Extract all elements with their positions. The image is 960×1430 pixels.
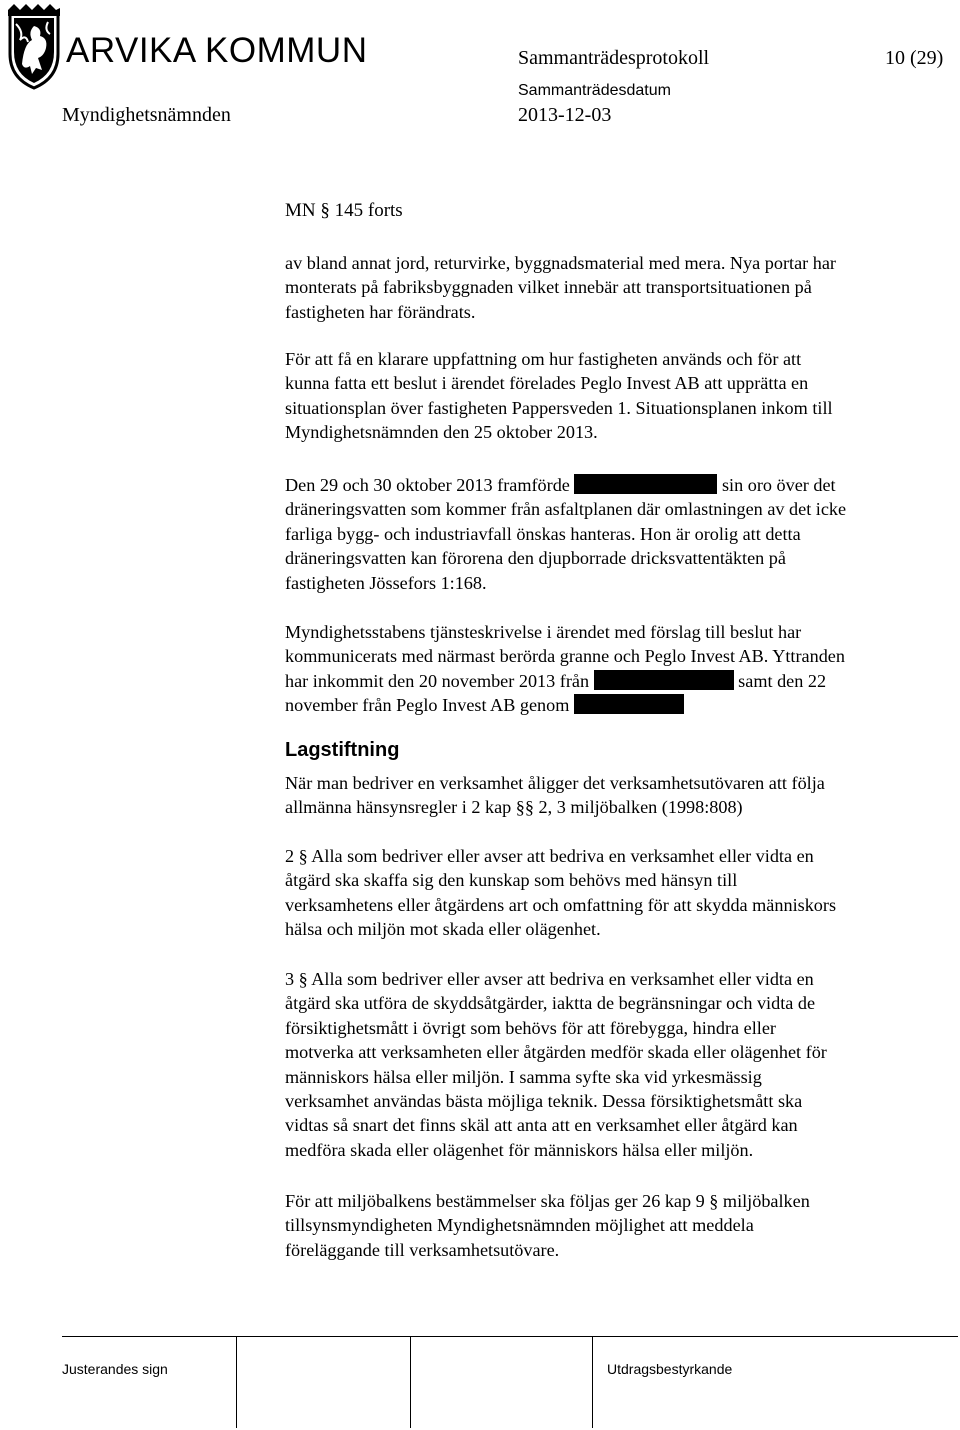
- text-segment: november från Peglo Invest AB genom: [285, 695, 570, 716]
- text-line: verksamhet användas bästa möjliga teknik. Dessa försiktighetsmått ska: [285, 1091, 803, 1112]
- signature-box-divider: [236, 1336, 237, 1428]
- page-number: 10 (29): [885, 47, 944, 69]
- redacted-name: [574, 694, 684, 714]
- redacted-name: [594, 670, 734, 690]
- text-line: dräneringsvatten som kommer från asfaltplanen där omlastningen av det icke: [285, 499, 847, 520]
- law-section-3-paragraph: [285, 967, 955, 1162]
- redacted-name: [574, 474, 717, 494]
- text-line: [285, 693, 955, 717]
- text-line: åtgärd ska skaffa sig den kunskap som behövs med hänsyn till: [285, 870, 738, 891]
- document-type: Sammanträdesprotokoll: [518, 47, 710, 69]
- municipal-crest-logo: [4, 4, 64, 92]
- text-line: [285, 473, 955, 497]
- text-line: När man bedriver en verksamhet åligger det verksamhetsutövaren att följa: [285, 773, 825, 793]
- text-line: människors hälsa eller miljön. I samma syfte ska vid yrkesmässig: [285, 1066, 762, 1087]
- text-line: hälsa och miljön mot skada eller olägenhet.: [285, 919, 601, 940]
- text-line: För att få en klarare uppfattning om hur fastigheten används och för att: [285, 349, 802, 369]
- text-segment: samt den 22: [738, 670, 827, 691]
- meeting-date: 2013-12-03: [518, 104, 612, 126]
- text-line: försiktighetsmått i övrigt som behövs för att förebygga, hindra eller: [285, 1017, 776, 1038]
- text-line: åtgärd ska utföra de skyddsåtgärder, iaktta de begränsningar och vidta de: [285, 993, 816, 1014]
- paragraph-communication: [285, 620, 955, 718]
- utdragsbestyrkande-label: Utdragsbestyrkande: [607, 1361, 733, 1377]
- text-line: fastigheten Jössefors 1:168.: [285, 572, 487, 593]
- heading-lagstiftning: Lagstiftning: [285, 739, 400, 761]
- text-line: Myndighetsstabens tjänsteskrivelse i ärendet med förslag till beslut har: [285, 622, 802, 642]
- text-line: 2 § Alla som bedriver eller avser att bedriva en verksamhet eller vidta en: [285, 846, 814, 866]
- signature-box-divider: [410, 1336, 411, 1428]
- text-line: föreläggande till verksamhetsutövare.: [285, 1239, 560, 1260]
- footer-divider: [62, 1336, 958, 1337]
- text-line: 3 § Alla som bedriver eller avser att bedriva en verksamhet eller vidta en: [285, 969, 814, 989]
- text-line: av bland annat jord, returvirke, byggnadsmaterial med mera. Nya portar har: [285, 253, 836, 273]
- text-line: vidtas så snart det finns skäl att anta att en verksamhet eller åtgärd kan: [285, 1115, 798, 1136]
- text-segment: sin oro över det: [721, 475, 836, 495]
- paragraph-drainage-concern: [285, 473, 955, 595]
- text-line: kunna fatta ett beslut i ärendet förelades Peglo Invest AB att upprätta en: [285, 373, 809, 394]
- paragraph-continuation: [285, 251, 955, 324]
- text-line: För att miljöbalkens bestämmelser ska följas ger 26 kap 9 § miljöbalken: [285, 1191, 810, 1211]
- text-line: allmänna hänsynsregler i 2 kap §§ 2, 3 miljöbalken (1998:808): [285, 797, 743, 818]
- text-segment: har inkommit den 20 november 2013 från: [285, 670, 590, 691]
- law-intro-paragraph: [285, 771, 955, 820]
- paragraph-situation-plan: [285, 347, 955, 445]
- text-line: farliga bygg- och industriavfall önskas hanteras. Hon är orolig att detta: [285, 523, 801, 544]
- text-line: medföra skada eller olägenhet för människors hälsa eller miljön.: [285, 1139, 754, 1160]
- text-line: kommunicerats med närmast berörda granne och Peglo Invest AB. Yttranden: [285, 646, 845, 667]
- text-segment: Den 29 och 30 oktober 2013 framförde: [285, 475, 570, 495]
- text-line: dräneringsvatten kan förorena den djupborrade dricksvattentäkten på: [285, 548, 786, 569]
- law-closing-paragraph: [285, 1189, 955, 1262]
- signature-box-divider: [592, 1336, 593, 1428]
- text-line: verksamhetens eller åtgärdens art och omfattning för att skydda människors: [285, 894, 837, 915]
- text-line: motverka att verksamheten eller åtgärden medför skada eller olägenhet för: [285, 1042, 827, 1063]
- text-line: [285, 669, 955, 693]
- text-line: monterats på fabriksbyggnaden vilket innebär att transportsituationen på: [285, 277, 812, 298]
- municipality-wordmark: ARVIKA KOMMUN: [66, 31, 368, 70]
- justerandes-sign-label: Justerandes sign: [62, 1361, 168, 1377]
- section-title: MN § 145 forts: [285, 200, 403, 221]
- text-line: fastigheten har förändrats.: [285, 301, 476, 322]
- text-line: situationsplan över fastigheten Pappersveden 1. Situationsplanen inkom till: [285, 397, 833, 418]
- committee-name: Myndighetsnämnden: [62, 104, 231, 126]
- text-line: tillsynsmyndigheten Myndighetsnämnden möjlighet att meddela: [285, 1215, 754, 1236]
- text-line: Myndighetsnämnden den 25 oktober 2013.: [285, 422, 598, 443]
- meeting-date-label: Sammanträdesdatum: [518, 82, 671, 99]
- law-section-2-paragraph: [285, 844, 955, 942]
